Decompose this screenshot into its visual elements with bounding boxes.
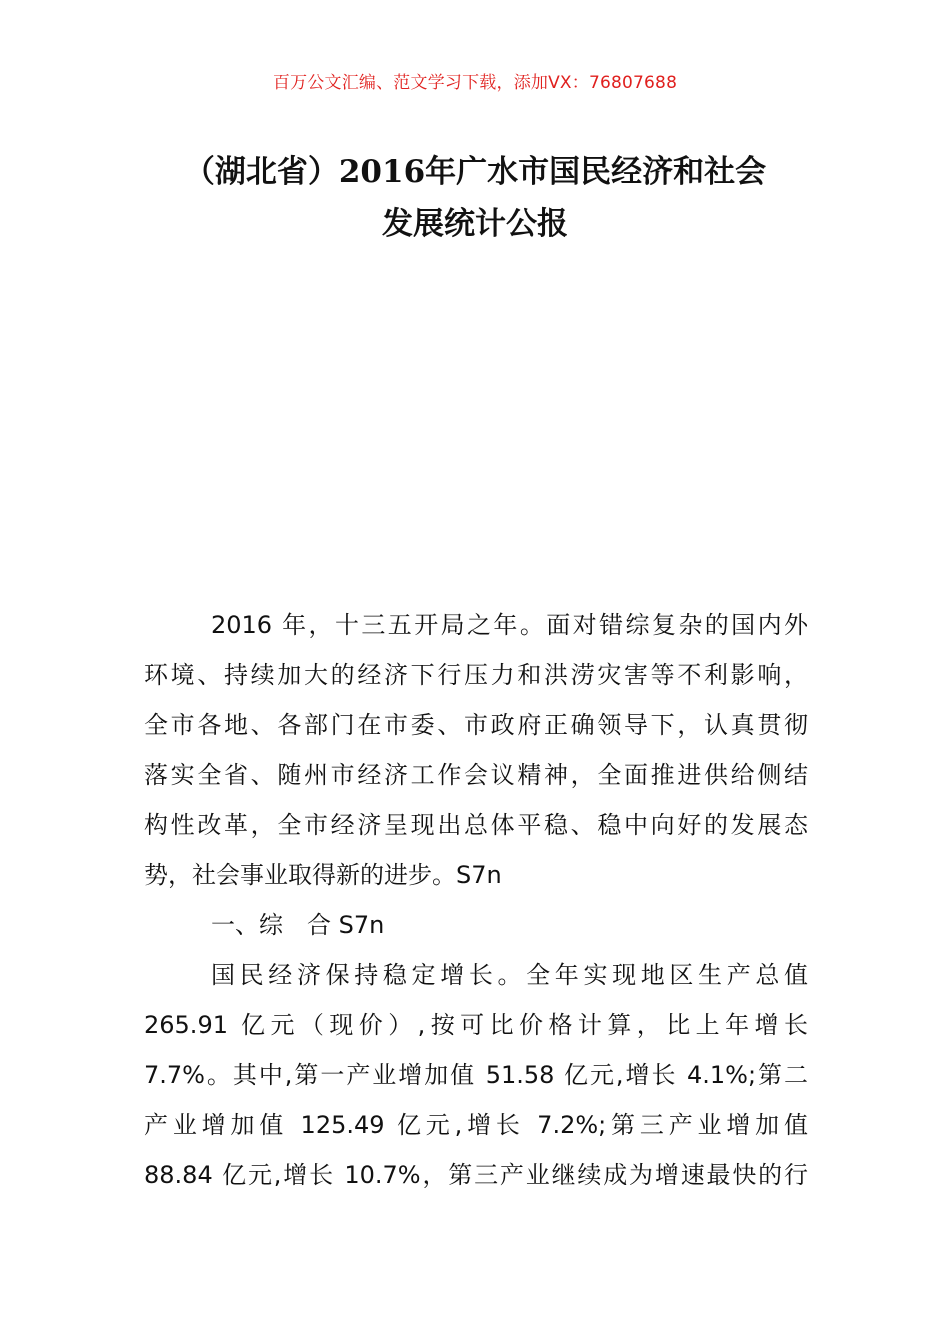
economy-paragraph [144,950,808,1200]
title-line-1: （湖北省）2016年广水市国民经济和社会 [183,154,767,190]
paragraph-line: 88.84 亿元,增长 10.7%，第三产业继续成为增速最快的行 [144,1161,808,1189]
title-line-2: 发展统计公报 [382,206,568,242]
section-heading: 一、综 合 S7n [211,911,385,939]
paragraph-line: 全市各地、各部门在市委、市政府正确领导下，认真贯彻 [144,711,808,739]
paragraph-line: 7.7%。其中,第一产业增加值 51.58 亿元,增长 4.1%;第二 [144,1061,808,1089]
paragraph-line: 落实全省、随州市经济工作会议精神，全面推进供给侧结 [144,761,808,789]
paragraph-line: 环境、持续加大的经济下行压力和洪涝灾害等不利影响， [144,661,808,689]
intro-paragraph [144,600,808,900]
document-body [144,600,808,1200]
paragraph-line: 2016 年，十三五开局之年。面对错综复杂的国内外 [211,611,808,639]
paragraph-line: 产业增加值 125.49 亿元,增长 7.2%;第三产业增加值 [144,1111,808,1139]
header-watermark-note: 百万公文汇编、范文学习下载，添加VX：76807688 [272,73,678,93]
paragraph-line: 国民经济保持稳定增长。全年实现地区生产总值 [211,961,808,989]
paragraph-line: 构性改革，全市经济呈现出总体平稳、稳中向好的发展态 [144,811,808,839]
paragraph-line: 265.91 亿元（现价）,按可比价格计算，比上年增长 [144,1011,808,1039]
paragraph-line: 势，社会事业取得新的进步。S7n [144,861,502,889]
document-title [120,146,830,250]
